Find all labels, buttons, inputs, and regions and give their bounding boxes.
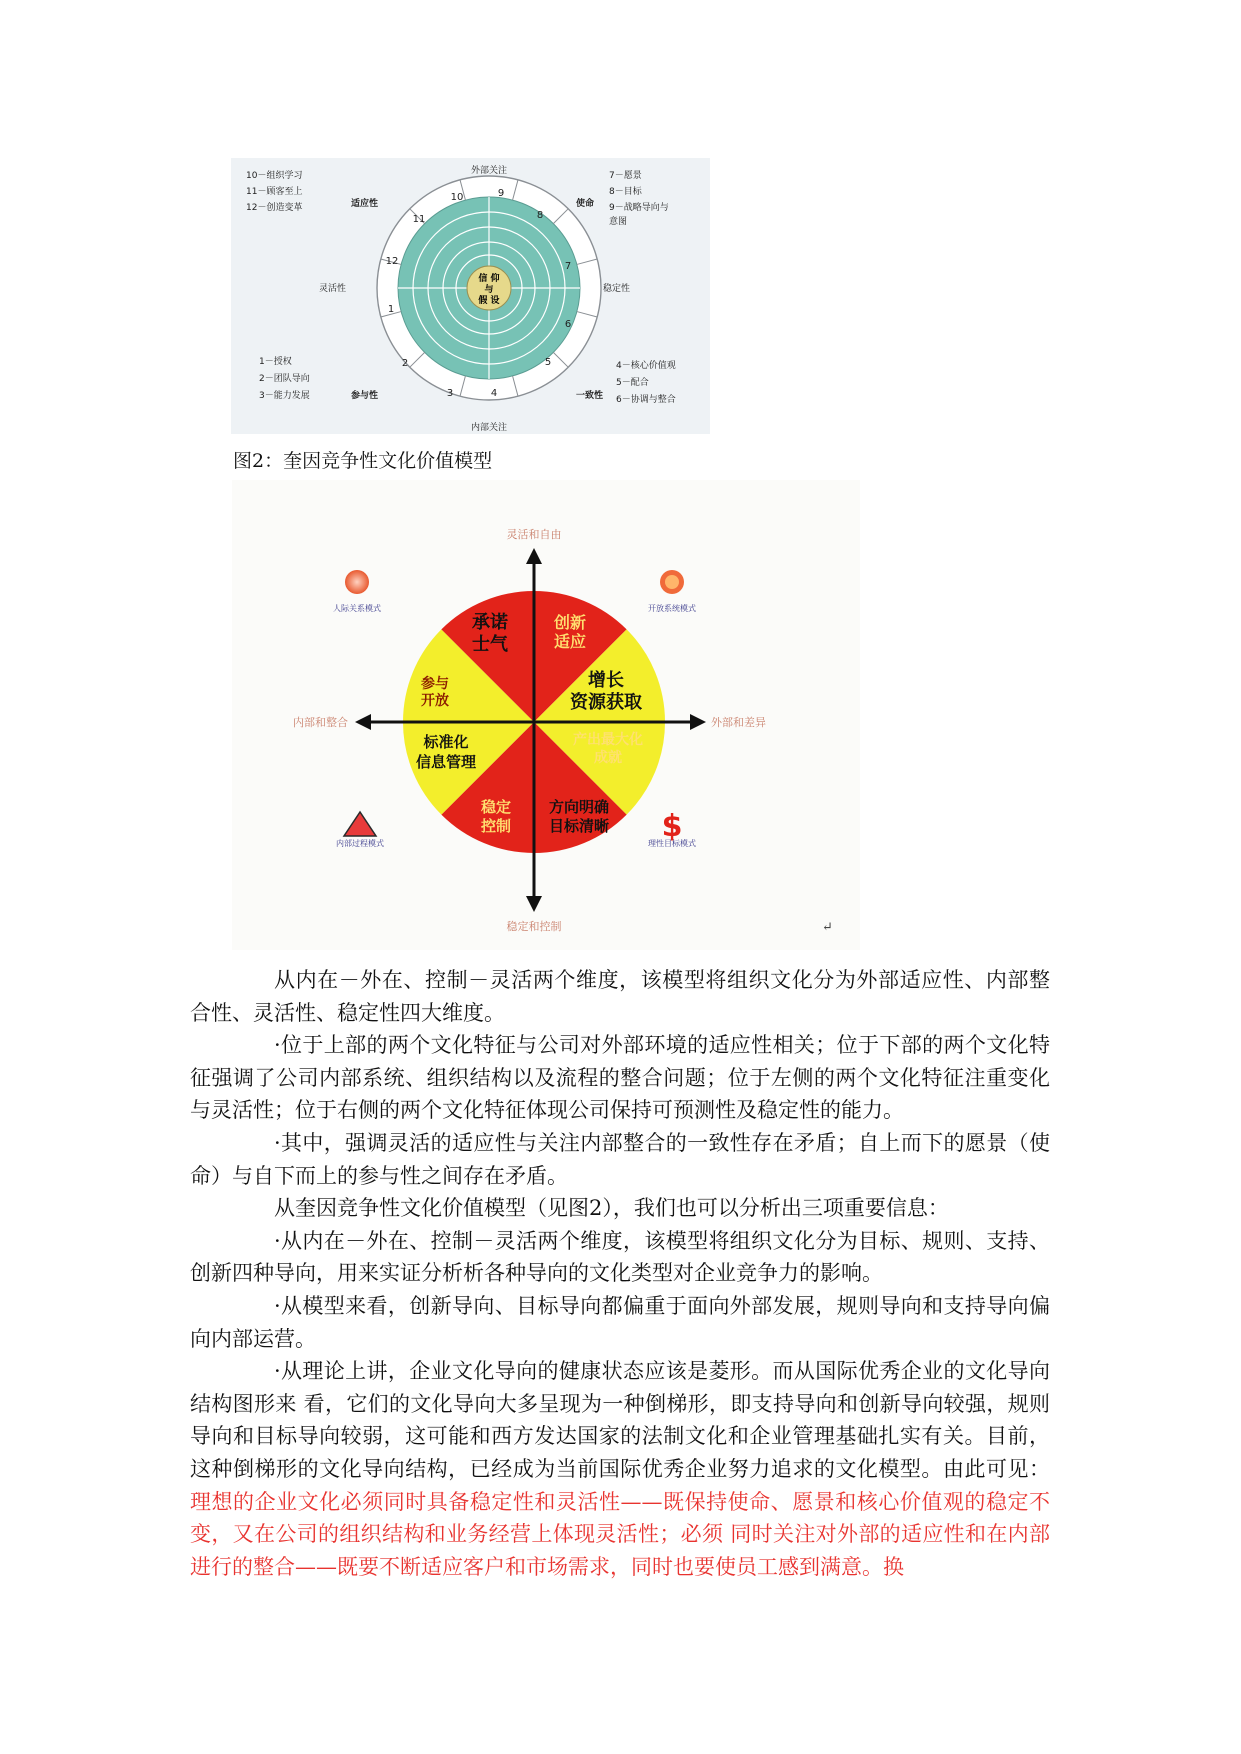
paragraph-2: ·位于上部的两个文化特征与公司对外部环境的适应性相关；位于下部的两个文化特征强调了公司内部系统、组织结构以及流程的整合问题；位于左侧的两个文化特征注重变化与灵活性；位于右侧的两个文化特征体现公司保持可预测性及稳定性的能力。 [190,1033,1050,1123]
center-line-2: 与 [484,285,494,295]
slice-growth-1: 增长 [588,670,624,691]
pyramid-icon [344,812,376,836]
slice-participation-1: 参与 [421,676,449,692]
paragraph-5: ·从内在－外在、控制－灵活两个维度，该模型将组织文化分为目标、规则、支持、创新四种导向，用来实证分析析各种导向的文化类型对企业竞争力的影响。 [190,1228,1050,1286]
legend-tr-1: 7－愿景 [609,171,642,181]
paragraph-7-black: ·从理论上讲，企业文化导向的健康状态应该是菱形。而从国际优秀企业的文化导向结构图形来 看，它们的文化导向大多呈现为一种倒梯形，即支持导向和创新导向较强，规则导向和目标导向较弱，这可能和西方发达国家的法制文化和企业管理基础扎实有关。目前，这种倒梯形的文化导向结构，已经成为当前国际优秀企业努力追求的文化模型。由此可见： [190,1359,1050,1481]
slice-standardization-2: 信息管理 [415,753,477,771]
legend-bl-1: 1－授权 [259,357,292,367]
slice-stability-2: 控制 [480,817,512,835]
sector-label-9: 9 [497,188,505,199]
slice-innovation-1: 创新 [553,613,587,632]
legend-tr-2: 8－目标 [609,187,642,197]
sector-label-12: 12 [385,256,399,267]
sun-icon [345,570,369,594]
sector-label-8: 8 [536,210,544,221]
quadrant-title-consistency: 一致性 [576,391,604,401]
sector-label-6: 6 [564,319,572,330]
axis-top-flexibility: 灵活和自由 [506,528,562,541]
legend-br-3: 6－协调与整合 [616,395,676,405]
body-text [190,964,1050,1583]
sector-label-5: 5 [544,357,552,368]
paragraph-7-red-highlight: 理想的企业文化必须同时具备稳定性和灵活性——既保持使命、愿景和核心价值观的稳定不变，又在公司的组织结构和业务经营上体现灵活性；必须 同时关注对外部的适应性和在内部进行的整合——既要不断适应客户和市场需求，同时也要使员工感到满意。换 [190,1489,1050,1579]
corner-human-relations: 人际关系模式 [333,604,381,613]
center-line-1: 信 仰 [478,274,500,284]
sector-label-3: 3 [446,388,454,399]
dollar-icon: $ [661,809,683,844]
axis-right-external: 外部和差异 [711,716,766,729]
slice-output-1: 产出最大化 [573,732,643,748]
slice-standardization-1: 标准化 [423,733,469,751]
quadrant-title-adaptability: 适应性 [351,199,379,209]
paragraph-4: 从奎因竞争性文化价值模型（见图2），我们也可以分析出三项重要信息： [274,1196,949,1221]
axis-right-label: 稳定性 [603,284,631,294]
axis-bottom-control: 稳定和控制 [506,920,562,933]
quadrant-title-mission: 使命 [576,199,595,209]
axis-bottom-label: 内部关注 [470,423,508,433]
corner-internal-process: 内部过程模式 [336,839,384,848]
sector-label-2: 2 [401,358,409,369]
denison-model-figure [231,158,710,434]
slice-growth-2: 资源获取 [570,692,642,713]
quinn-pie-chart [232,480,860,950]
legend-br-2: 5－配合 [616,378,649,388]
legend-tl-1: 10－组织学习 [246,171,303,181]
axis-top-label: 外部关注 [470,166,508,176]
sector-label-4: 4 [490,388,498,399]
legend-tr-3: 9－战略导向与 [609,203,669,213]
legend-tl-3: 12－创造变革 [246,203,303,213]
slice-direction-1: 方向明确 [548,798,610,816]
paragraph-3: ·其中，强调灵活的适应性与关注内部整合的一致性存在矛盾；自上而下的愿景（使命）与自下而上的参与性之间存在矛盾。 [190,1130,1050,1188]
figure-caption: 图2：奎因竞争性文化价值模型 [233,450,493,472]
axis-left-internal: 内部和整合 [293,716,348,729]
corner-rational-goal: 理性目标模式 [648,839,696,848]
paragraph-7 [190,1355,1050,1583]
paragraph-6: ·从模型来看，创新导向、目标导向都偏重于面向外部发展，规则导向和支持导向偏向内部运营。 [190,1293,1050,1351]
legend-bl-3: 3－能力发展 [259,391,310,401]
denison-wheel [231,158,710,434]
slice-participation-2: 开放 [421,693,449,709]
legend-tl-2: 11－顾客至上 [246,187,303,197]
sector-label-7: 7 [564,261,572,272]
sector-label-1: 1 [387,304,395,315]
slice-innovation-2: 适应 [553,632,587,651]
slice-commitment-2: 士气 [472,634,508,655]
axis-left-label: 灵活性 [318,284,346,294]
legend-tr-4: 意图 [609,217,628,227]
sector-label-10: 10 [450,192,464,203]
slice-direction-2: 目标清晰 [548,817,610,835]
paragraph-1: 从内在－外在、控制－灵活两个维度，该模型将组织文化分为外部适应性、内部整合性、灵活性、稳定性四大维度。 [190,968,1050,1025]
quadrant-title-involvement: 参与性 [351,391,379,401]
legend-bl-2: 2－团队导向 [259,374,310,384]
slice-commitment-1: 承诺 [472,612,508,633]
slice-stability-1: 稳定 [480,798,512,816]
center-line-3: 假 设 [478,296,500,306]
legend-br-1: 4－核心价值观 [616,361,676,371]
corner-open-system: 开放系统模式 [648,604,696,613]
flower-icon [660,570,684,594]
slice-output-2: 成就 [594,750,622,766]
paragraph-return-mark: ↵ [822,920,833,935]
sector-label-11: 11 [412,214,426,225]
quinn-model-figure [232,480,860,950]
